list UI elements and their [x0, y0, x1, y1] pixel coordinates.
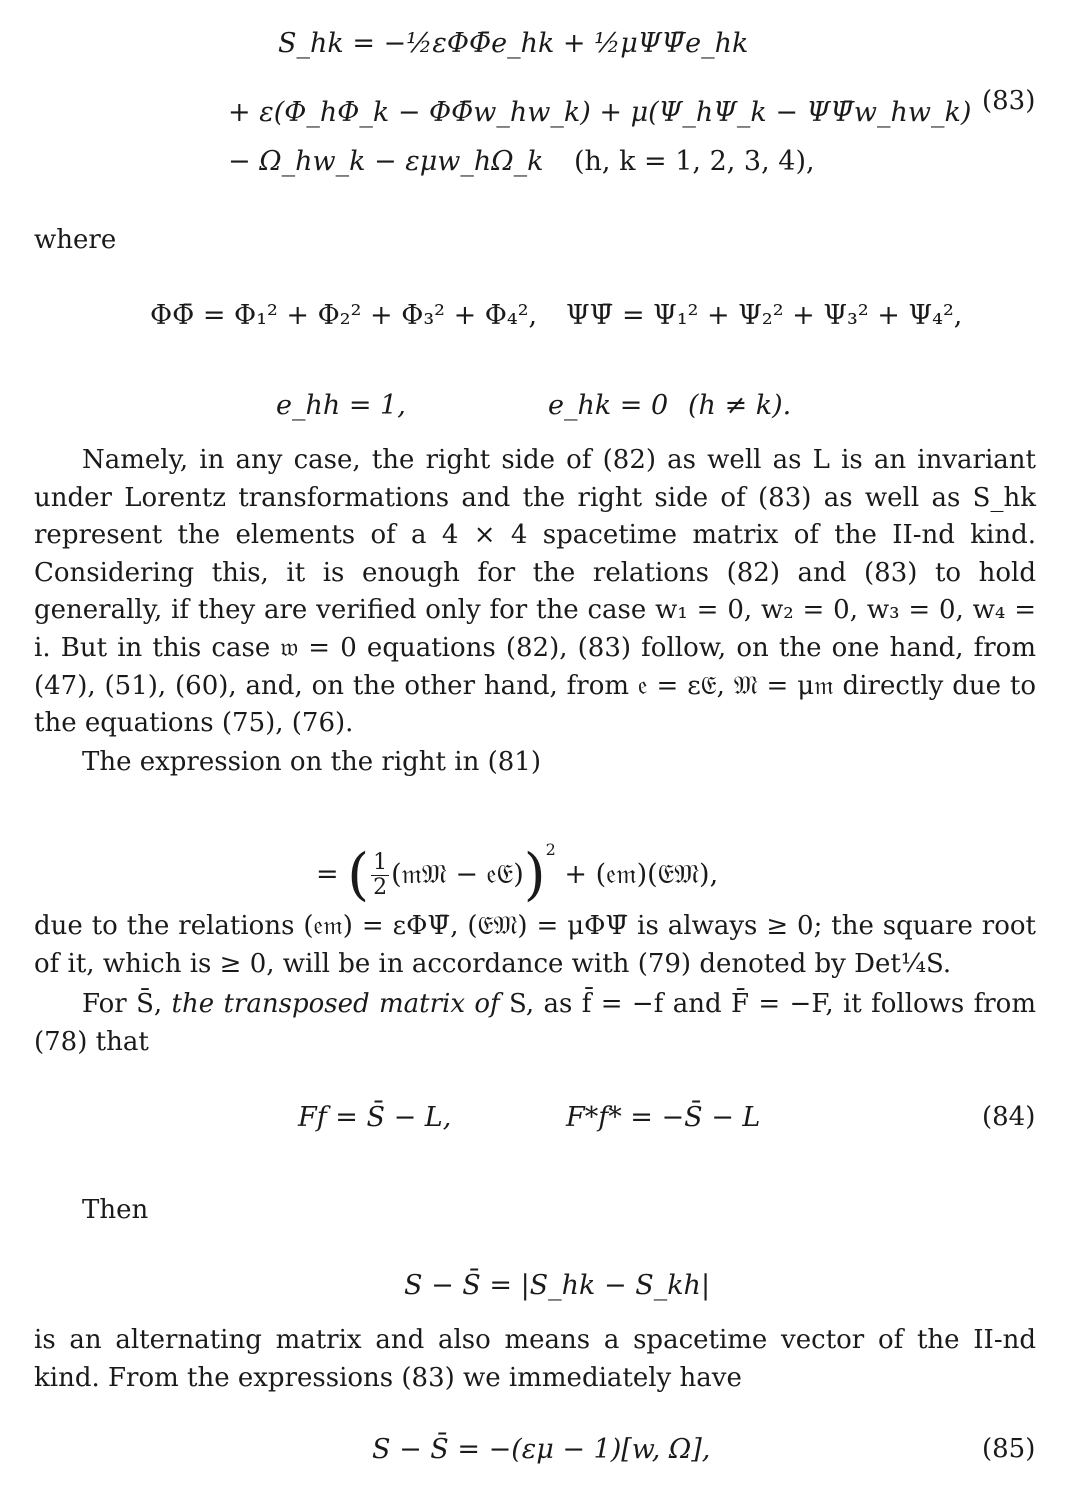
- then-label: Then: [82, 1195, 149, 1225]
- eq84-left: Ff = S̄ − L,: [298, 1102, 452, 1133]
- eq81-suffix: + (𝔢𝔪)(𝔈𝔐),: [564, 859, 719, 890]
- eq81: [316, 820, 719, 908]
- paragraph-3b: For S̄, the transposed matrix of S, as f̄ = −f and F̄ = −F, it follows from (78) that: [34, 989, 1036, 1057]
- paragraph-2: The expression on the right in (81): [82, 747, 541, 777]
- paragraph-4: is an alternating matrix and also means a spacetime vector of the II-nd kind. From the expressions (83) we immediately have: [34, 1325, 1036, 1393]
- eq-phi-def: ΦΦ̄ = Φ₁² + Φ₂² + Φ₃² + Φ₄²,: [150, 300, 538, 331]
- eq-s-minus-sbar: S − S̄ = |S_hk − S_kh|: [404, 1270, 711, 1301]
- eq81-open-paren: (: [347, 842, 370, 908]
- eq81-fraction: $\frac{1}{2}$: [373, 850, 388, 900]
- eq-ehk-cond: (h ≠ k).: [688, 390, 792, 421]
- eq83-condition: (h, k = 1, 2, 3, 4),: [574, 146, 815, 177]
- eq84-right: F*f* = −S̄ − L: [566, 1102, 761, 1133]
- eq-psi-def: ΨΨ̄ = Ψ₁² + Ψ₂² + Ψ₃² + Ψ₄²,: [566, 300, 963, 331]
- eq85-number: (85): [982, 1434, 1036, 1464]
- eq81-close-paren: ): [523, 842, 546, 908]
- eq81-prefix: =: [316, 859, 339, 890]
- eq84-number: (84): [982, 1102, 1036, 1132]
- paragraph-3a: due to the relations (𝔢𝔪) = εΦΨ̄, (𝔈𝔐) = μΦΨ̄ is always ≥ 0; the square root of it, which is ≥ 0, will be in accordance with (79) denoted by Det¼S.: [34, 911, 1036, 979]
- eq83-number: (83): [982, 86, 1036, 116]
- paragraph-1: Namely, in any case, the right side of (82) as well as L is an invariant under Lorentz transformations and the right side of (83) as well as S_hk represent the elements of a 4 × 4 spacetime matrix of the II-nd kind. Considering this, it is enough for the relations (82) and (83) to hold generally, if they are verified only for the case w₁ = 0, w₂ = 0, w₃ = 0, w₄ = i. But in this case 𝔴 = 0 equations (82), (83) follow, on the one hand, from (47), (51), (60), and, on the other hand, from 𝔢 = ε𝔈, 𝔐 = μ𝔪 directly due to the equations (75), (76).: [34, 445, 1036, 739]
- eq83-line2: + ε(Φ_hΦ_k − ΦΦ̄w_hw_k) + μ(Ψ_hΨ_k − ΨΨ̄w_hw_k): [228, 97, 972, 128]
- eq83-line3: − Ω_hw_k − εμw_hΩ_k: [228, 146, 544, 177]
- eq83-line1: S_hk = −½εΦΦ̄e_hk + ½μΨΨ̄e_hk: [278, 28, 749, 59]
- where-label: where: [34, 225, 117, 255]
- eq81-exponent: 2: [545, 840, 556, 859]
- eq-ehk: e_hk = 0: [548, 390, 669, 421]
- eq81-inner: (𝔪𝔐 − 𝔢𝔈): [391, 859, 524, 890]
- eq-ehh: e_hh = 1,: [276, 390, 406, 421]
- eq85: S − S̄ = −(εμ − 1)[w, Ω],: [372, 1434, 711, 1465]
